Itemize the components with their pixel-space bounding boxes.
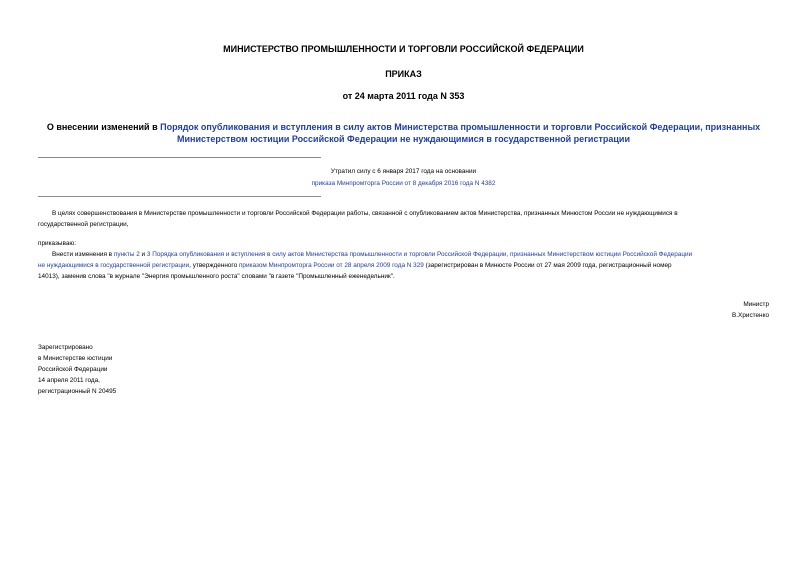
title-line-1 [0, 121, 807, 133]
separator-rule-bottom [38, 196, 321, 197]
procedure-link[interactable]: Порядок опубликования и вступления в силу актов Министерства промышленности и торговли Российской Федерации, признанных [160, 122, 761, 132]
signature-position: Министр [743, 301, 769, 308]
registration-line-1: Зарегистрировано [38, 344, 93, 351]
procedure-link-continued[interactable]: Министерством юстиции Российской Федерации не нуждающимися в государственной регистрации [177, 134, 630, 144]
order-word: приказываю: [38, 240, 76, 247]
item-2-link[interactable]: пункты 2 [113, 251, 140, 258]
amendment-paragraph [38, 249, 778, 282]
amendment-tail: (зарегистрирован в Минюсте России от 27 мая 2009 года, регистрационный номер [423, 262, 672, 269]
amendment-and: и [139, 251, 147, 258]
registration-line-3: Российской Федерации [38, 366, 108, 373]
ministry-heading: МИНИСТЕРСТВО ПРОМЫШЛЕННОСТИ И ТОРГОВЛИ РОССИЙСКОЙ ФЕДЕРАЦИИ [223, 44, 584, 54]
preamble-line-2: государственной регистрации, [38, 221, 129, 228]
amendment-line-2 [38, 260, 778, 271]
separator-rule-top [38, 157, 321, 158]
signature-name: В.Христенко [732, 312, 769, 319]
document-type-heading: ПРИКАЗ [385, 69, 422, 79]
item-3-link-continued[interactable]: не нуждающимися в государственной регистрации [38, 262, 190, 269]
registration-line-4: 14 апреля 2011 года, [38, 377, 100, 384]
order-329-link[interactable]: приказом Минпромторга России от 28 апреля 2009 года N 329 [238, 262, 424, 269]
amendment-line-3: 14013), заменив слова "в журнале "Энергия промышленного роста" словами "в газете "Промышленный еженедельник". [38, 273, 395, 280]
revocation-text: Утратил силу с 6 января 2017 года на основании [330, 168, 477, 175]
revocation-order-link[interactable]: приказа Минпромторга России от 8 декабря 2016 года N 4382 [311, 180, 496, 187]
amendment-line-1 [38, 249, 778, 260]
registration-line-5: регистрационный N 20495 [38, 388, 117, 395]
item-3-link[interactable]: 3 Порядка опубликования и вступления в силу актов Министерства промышленности и торговли Российской Федерации, признанных Министерством юстиции Российской Федерации [146, 251, 693, 258]
preamble-line-1: В целях совершенствования в Министерстве промышленности и торговли Российской Федерации работы, связанной с опубликованием актов Министерства, признанных Минюстом России не нуждающимися в [52, 210, 678, 217]
signature-block [732, 299, 769, 321]
revocation-note [0, 166, 807, 189]
registration-line-2: в Министерстве юстиции [38, 355, 113, 362]
document-date-number: от 24 марта 2011 года N 353 [342, 91, 465, 101]
title-prefix: О внесении изменений в [46, 122, 161, 132]
document-title [0, 121, 807, 145]
registration-block [38, 342, 116, 397]
amendment-mid: , утвержденного [189, 262, 239, 269]
amendment-prefix: Внести изменения в [52, 251, 114, 258]
preamble [38, 208, 773, 230]
